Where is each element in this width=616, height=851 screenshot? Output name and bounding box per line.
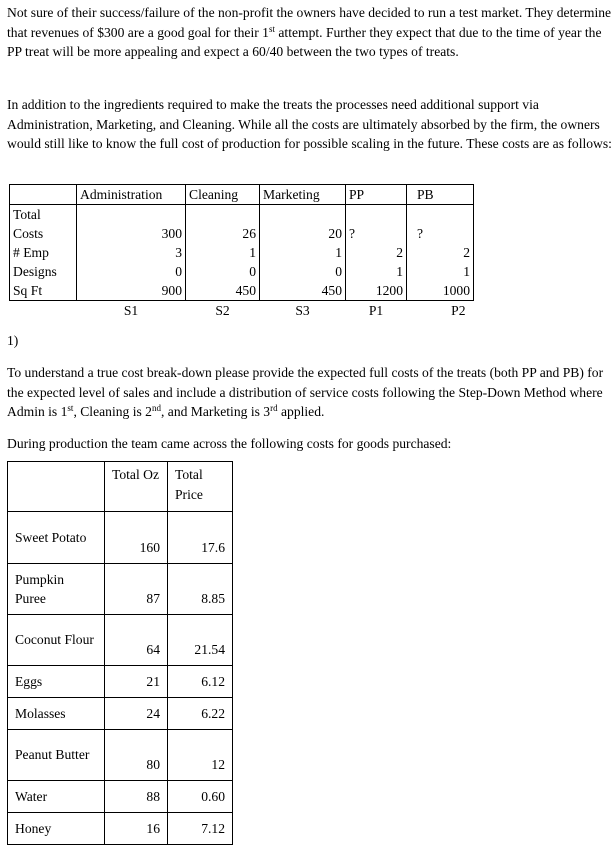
goods-item-price: 8.85 xyxy=(168,564,233,615)
question-number: 1) xyxy=(7,333,19,348)
cell-designs-pp: 1 xyxy=(346,262,407,281)
goods-row xyxy=(8,698,233,730)
goods-row xyxy=(8,615,233,666)
cell-sqft-admin: 900 xyxy=(77,281,186,301)
goods-item-oz: 88 xyxy=(105,781,168,813)
goods-item-name: Molasses xyxy=(8,698,105,730)
cell-total-marketing: 20 xyxy=(260,205,346,244)
goods-item-price: 6.12 xyxy=(168,666,233,698)
goods-item-oz: 21 xyxy=(105,666,168,698)
goods-item-price: 17.6 xyxy=(168,512,233,564)
row-label-total-costs: Total Costs xyxy=(10,205,77,244)
cell-sqft-cleaning: 450 xyxy=(186,281,260,301)
goods-row xyxy=(8,564,233,615)
cell-sqft-pp: 1200 xyxy=(346,281,407,301)
row-label-designs: Designs xyxy=(10,262,77,281)
row-label-sqft: Sq Ft xyxy=(10,281,77,301)
cell-sqft-marketing: 450 xyxy=(260,281,346,301)
goods-intro: During production the team came across the following costs for goods purchased: xyxy=(7,436,452,451)
goods-item-name: Sweet Potato xyxy=(8,512,105,564)
row-designs xyxy=(10,262,474,281)
cell-emp-admin: 3 xyxy=(77,243,186,262)
row-emp xyxy=(10,243,474,262)
code-s2: S2 xyxy=(215,303,230,318)
header-cleaning: Cleaning xyxy=(186,185,260,205)
support-paragraph: In addition to the ingredients required to make the treats the processes need additional support via Administration, Marketing, and Cleaning. While all the costs are ultimately absorbed by the firm, the owners would still like to know the full cost of production for possible scaling in the future. These costs are as follows: xyxy=(7,97,612,151)
cell-total-admin: 300 xyxy=(77,205,186,244)
code-s1: S1 xyxy=(123,303,139,318)
cell-designs-cleaning: 0 xyxy=(186,262,260,281)
cost-table-corner xyxy=(10,185,77,205)
header-pb: PB xyxy=(407,185,474,205)
goods-item-oz: 16 xyxy=(105,813,168,845)
cell-emp-marketing: 1 xyxy=(260,243,346,262)
intro-paragraph: Not sure of their success/failure of the non-profit the owners have decided to run a test market. They determine that revenues of $300 are a good goal for their 1st attempt. Further they expect that due to the time of year the PP treat will be more appealing and expect a 60/40 between the two types of treats. xyxy=(7,5,612,59)
goods-item-name: Eggs xyxy=(8,666,105,698)
cell-total-pp: ? xyxy=(346,205,407,244)
row-sqft xyxy=(10,281,474,301)
cell-sqft-pb: 1000 xyxy=(407,281,474,301)
cell-designs-pb: 1 xyxy=(407,262,474,281)
header-administration: Administration xyxy=(77,185,186,205)
goods-item-name: Pumpkin Puree xyxy=(8,564,105,615)
goods-row xyxy=(8,512,233,564)
header-marketing: Marketing xyxy=(260,185,346,205)
row-total-costs xyxy=(10,205,474,244)
goods-header-row xyxy=(8,462,233,512)
service-cost-table xyxy=(9,184,474,320)
goods-item-name: Water xyxy=(8,781,105,813)
header-pp: PP xyxy=(346,185,407,205)
cost-table-header-row xyxy=(10,185,474,205)
header-total-oz: Total Oz xyxy=(105,462,168,512)
cell-emp-pp: 2 xyxy=(346,243,407,262)
goods-item-price: 6.22 xyxy=(168,698,233,730)
goods-item-price: 21.54 xyxy=(168,615,233,666)
goods-item-price: 0.60 xyxy=(168,781,233,813)
code-p1: P1 xyxy=(368,303,384,318)
goods-row xyxy=(8,730,233,781)
goods-item-oz: 160 xyxy=(105,512,168,564)
cell-designs-marketing: 0 xyxy=(260,262,346,281)
goods-item-oz: 24 xyxy=(105,698,168,730)
goods-item-oz: 64 xyxy=(105,615,168,666)
header-total-price: Total Price xyxy=(168,462,233,512)
goods-item-name: Peanut Butter xyxy=(8,730,105,781)
goods-item-oz: 80 xyxy=(105,730,168,781)
goods-item-name: Coconut Flour xyxy=(8,615,105,666)
code-blank xyxy=(10,301,77,321)
task-paragraph: To understand a true cost break-down please provide the expected full costs of the treats (both PP and PB) for the expected level of sales and include a distribution of service costs following the Step-Down Method where Admin is 1st, Cleaning is 2nd, and Marketing is 3rd applied. xyxy=(7,365,604,419)
cell-designs-admin: 0 xyxy=(77,262,186,281)
code-p2: P2 xyxy=(451,303,466,318)
row-codes xyxy=(10,301,474,321)
goods-item-name: Honey xyxy=(8,813,105,845)
goods-item-price: 12 xyxy=(168,730,233,781)
row-label-emp: # Emp xyxy=(10,243,77,262)
goods-cost-table xyxy=(7,461,233,845)
code-s3: S3 xyxy=(295,303,310,318)
goods-row xyxy=(8,813,233,845)
goods-row xyxy=(8,781,233,813)
goods-item-price: 7.12 xyxy=(168,813,233,845)
cell-total-cleaning: 26 xyxy=(186,205,260,244)
goods-row xyxy=(8,666,233,698)
goods-item-oz: 87 xyxy=(105,564,168,615)
cell-total-pb: ? xyxy=(407,205,474,244)
cell-emp-pb: 2 xyxy=(407,243,474,262)
goods-corner xyxy=(8,462,105,512)
cell-emp-cleaning: 1 xyxy=(186,243,260,262)
